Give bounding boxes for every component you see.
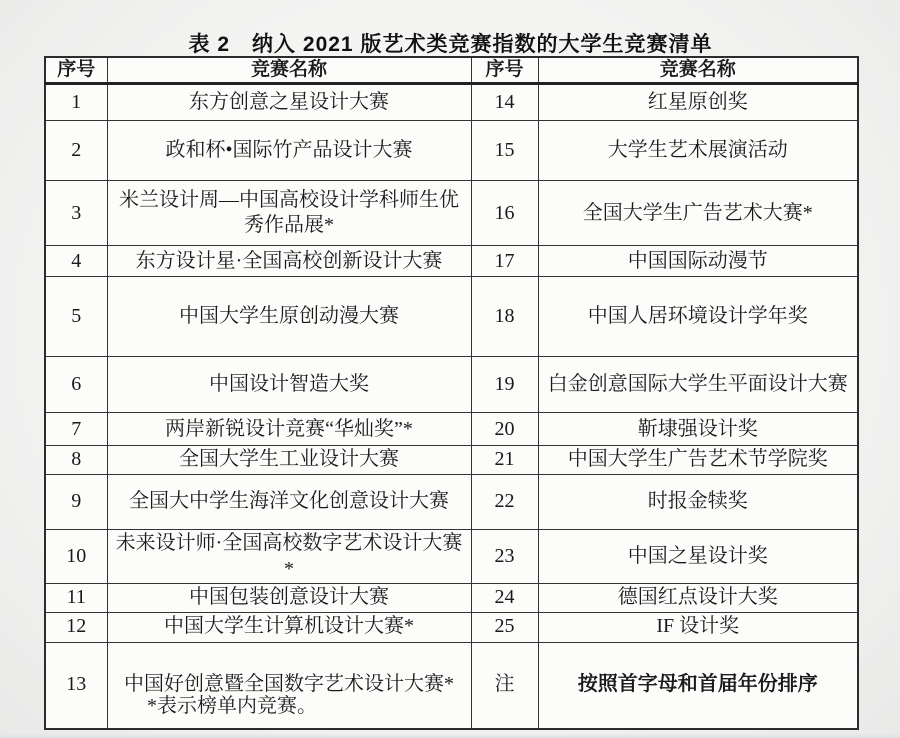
competition-name: 全国大学生工业设计大赛 bbox=[107, 446, 471, 475]
table-body bbox=[45, 84, 858, 729]
row-no: 11 bbox=[45, 584, 107, 613]
header-name-left: 竞赛名称 bbox=[107, 57, 471, 84]
competition-name: 靳埭强设计奖 bbox=[538, 413, 858, 446]
row-no: 18 bbox=[471, 277, 538, 357]
competition-name: 未来设计师·全国高校数字艺术设计大赛* bbox=[107, 529, 471, 583]
row-no: 12 bbox=[45, 612, 107, 642]
competition-name: 政和杯•国际竹产品设计大赛 bbox=[107, 121, 471, 181]
row-no: 1 bbox=[45, 84, 107, 121]
table-header bbox=[45, 57, 858, 84]
competition-name: 红星原创奖 bbox=[538, 84, 858, 121]
competition-name: 两岸新锐设计竞赛“华灿奖”* bbox=[107, 413, 471, 446]
table-row bbox=[45, 246, 858, 277]
table-row bbox=[45, 413, 858, 446]
row-no: 2 bbox=[45, 121, 107, 181]
table-row bbox=[45, 121, 858, 181]
header-no-left: 序号 bbox=[45, 57, 107, 84]
table-row bbox=[45, 446, 858, 475]
row-no: 25 bbox=[471, 612, 538, 642]
note-label: 注 bbox=[471, 642, 538, 729]
row-no: 22 bbox=[471, 474, 538, 529]
table-row bbox=[45, 84, 858, 121]
row-no: 16 bbox=[471, 181, 538, 246]
table-row bbox=[45, 584, 858, 613]
row-no: 9 bbox=[45, 474, 107, 529]
competition-name: 白金创意国际大学生平面设计大赛 bbox=[538, 357, 858, 413]
competition-name: 中国人居环境设计学年奖 bbox=[538, 277, 858, 357]
competition-name: 德国红点设计大奖 bbox=[538, 584, 858, 613]
competition-name: 时报金犊奖 bbox=[538, 474, 858, 529]
table-row bbox=[45, 181, 858, 246]
table-title: 表 2 纳入 2021 版艺术类竞赛指数的大学生竞赛清单 bbox=[188, 33, 713, 56]
row-no: 21 bbox=[471, 446, 538, 475]
table-row bbox=[45, 357, 858, 413]
competition-name: 全国大中学生海洋文化创意设计大赛 bbox=[107, 474, 471, 529]
page-bottom-edge bbox=[0, 733, 900, 738]
competition-name: 中国好创意暨全国数字艺术设计大赛* bbox=[107, 642, 471, 729]
competition-name: 东方设计星·全国高校创新设计大赛 bbox=[107, 246, 471, 277]
competition-name: 中国包装创意设计大赛 bbox=[107, 584, 471, 613]
table-row bbox=[45, 474, 858, 529]
table-row bbox=[45, 612, 858, 642]
table-row bbox=[45, 529, 858, 583]
row-no: 17 bbox=[471, 246, 538, 277]
row-no: 5 bbox=[45, 277, 107, 357]
competition-name: 米兰设计周—中国高校设计学科师生优秀作品展* bbox=[107, 181, 471, 246]
row-no: 4 bbox=[45, 246, 107, 277]
row-no: 20 bbox=[471, 413, 538, 446]
competition-table bbox=[44, 56, 859, 730]
row-no: 3 bbox=[45, 181, 107, 246]
row-no: 15 bbox=[471, 121, 538, 181]
row-no: 13 bbox=[45, 642, 107, 729]
row-no: 10 bbox=[45, 529, 107, 583]
competition-name: 中国大学生原创动漫大赛 bbox=[107, 277, 471, 357]
row-no: 24 bbox=[471, 584, 538, 613]
header-name-right: 竞赛名称 bbox=[538, 57, 858, 84]
row-no: 6 bbox=[45, 357, 107, 413]
row-no: 8 bbox=[45, 446, 107, 475]
competition-name: 中国设计智造大奖 bbox=[107, 357, 471, 413]
competition-name: 大学生艺术展演活动 bbox=[538, 121, 858, 181]
competition-name: 东方创意之星设计大赛 bbox=[107, 84, 471, 121]
table-row bbox=[45, 277, 858, 357]
competition-name: IF 设计奖 bbox=[538, 612, 858, 642]
row-no: 14 bbox=[471, 84, 538, 121]
note-text: 按照首字母和首届年份排序 bbox=[538, 642, 858, 729]
row-no: 7 bbox=[45, 413, 107, 446]
row-no: 19 bbox=[471, 357, 538, 413]
competition-name: 全国大学生广告艺术大赛* bbox=[538, 181, 858, 246]
competition-name: 中国国际动漫节 bbox=[538, 246, 858, 277]
footnote: *表示榜单内竞赛。 bbox=[147, 695, 317, 717]
row-no: 23 bbox=[471, 529, 538, 583]
competition-name: 中国大学生广告艺术节学院奖 bbox=[538, 446, 858, 475]
competition-name: 中国大学生计算机设计大赛* bbox=[107, 612, 471, 642]
header-no-right: 序号 bbox=[471, 57, 538, 84]
header-row bbox=[45, 57, 858, 84]
competition-name: 中国之星设计奖 bbox=[538, 529, 858, 583]
